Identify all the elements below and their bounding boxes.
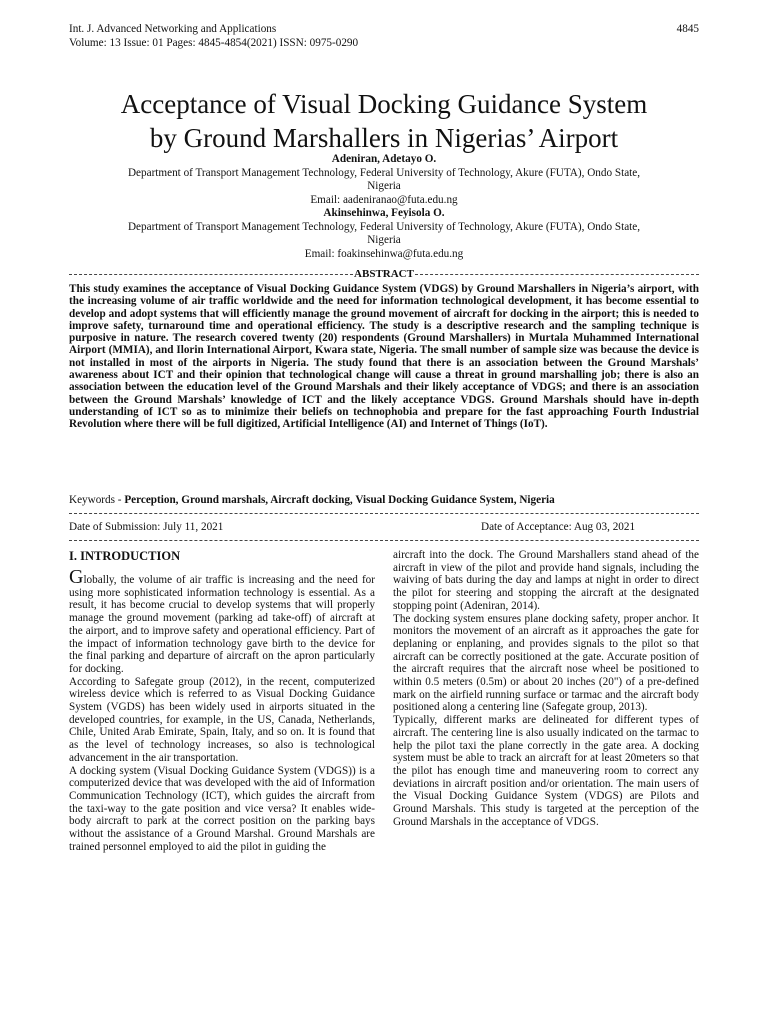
paragraph: A docking system (Visual Docking Guidance System (VDGS)) is a computerized device that was developed with the aid of Information Communication Technology (ICT), which guides the aircraft from the taxi-way to the gate position and vice versa? It enables wide-body aircraft to park at the correct position on the parking bays without the assistance of a Ground Marshal. Ground Marshals are trained personnel employed to aid the pilot in guiding the: [69, 764, 375, 853]
dashed-rule: [69, 274, 353, 275]
abstract-label: ABSTRACT: [354, 268, 414, 280]
paragraph: Typically, different marks are delineated for different types of aircraft. The centering line is also usually indicated on the tarmac to help the pilot taxi the plane correctly in the gate area. A docking system must be able to track an aircraft for at least 20meters so that the pilot has enough time and maneuvering room to correct any deviations in aircraft position and/or orientation. The main users of the Visual Docking Guidance System (VDGS) are Pilots and Ground Marshals. This study is targeted at the perception of the Ground Marshals in the acceptance of VDGS.: [393, 714, 699, 828]
left-column: [69, 549, 375, 853]
section-heading: I. INTRODUCTION: [69, 549, 181, 563]
paragraph: The docking system ensures plane docking safety, proper anchor. It monitors the movement of an aircraft as it approaches the gate for deplaning or enplaning, and provides signals to the pilot so that aircraft can be correctly positioned at the gate. Accurate position of the aircraft requires that the aircraft nose wheel be positioned to within 0.5 meters (0.5m) or about 20 inches (20") of a pre-defined mark on the airfield running surface or tarmac and the aircraft body positioned along a centering line (Safegate group, 2013).: [393, 612, 699, 714]
paragraph: aircraft into the dock. The Ground Marshallers stand ahead of the aircraft in view of the pilot and provide hand signals, including the waiving of bats during the day and lamps at night in order to direct the pilot for steering and stopping the aircraft at the designated stopping point (Adeniran, 2014).: [393, 549, 699, 612]
author-affiliation: Department of Transport Management Technology, Federal University of Technology, Akure (FUTA), Ondo State,: [127, 166, 641, 179]
paragraph: [69, 566, 375, 676]
title-line-1: Acceptance of Visual Docking Guidance System: [120, 89, 648, 119]
abstract-divider: [69, 268, 699, 280]
keywords-line: [69, 493, 699, 507]
author-affiliation: Department of Transport Management Technology, Federal University of Technology, Akure (FUTA), Ondo State,: [127, 220, 641, 233]
dashed-rule: [69, 540, 699, 541]
paragraph-text: lobally, the volume of air traffic is increasing and the need for using more sophisticated information technology is essential. As a result, it has become crucial to develop systems that will properly manage the ground movement (parking ad take-off) of aircraft at the airport, and to improve safety and operational efficiency. Part of the impact of information technology gave birth to the device for the final parking and departure of aircraft on the apron particularly for docking.: [69, 574, 375, 675]
keywords-terms: Perception, Ground marshals, Aircraft docking, Visual Docking Guidance System, Nigeria: [124, 494, 555, 506]
page-number: 4845: [676, 23, 699, 35]
author-affiliation-country: Nigeria: [367, 180, 401, 192]
dashed-rule: [69, 513, 699, 514]
dates-line: [69, 520, 699, 534]
drop-cap: G: [69, 566, 84, 588]
journal-name: Int. J. Advanced Networking and Applications: [69, 23, 277, 35]
author-block: [69, 153, 699, 261]
volume-info: Volume: 13 Issue: 01 Pages: 4845-4854(2021) ISSN: 0975-0290: [69, 37, 359, 49]
running-header: [69, 22, 699, 50]
paragraph: According to Safegate group (2012), in the recent, computerized wireless device which is referred to as Visual Docking Guidance System (VGDS) has been widely used in airports situated in the developed countries, for example, in the US, Canada, Netherlands, Chile, United Arab Emirate, Spain, Italy, and so on. It is found that as the level of technology increases, so also is technological advancement in the air transportation.: [69, 675, 375, 764]
keywords-label: Keywords -: [69, 494, 125, 506]
author-name: Adeniran, Adetayo O.: [331, 153, 437, 165]
author-email: Email: aadeniranao@futa.edu.ng: [310, 193, 458, 206]
dashed-rule: [415, 274, 699, 275]
author-affiliation-country: Nigeria: [367, 234, 401, 246]
title-line-2: by Ground Marshallers in Nigerias’ Airport: [149, 123, 619, 153]
abstract-text: This study examines the acceptance of Visual Docking Guidance System (VDGS) by Ground Marshallers in Nigeria’s airport, with the increasing volume of air traffic worldwide and the need for information technological development, it has become essential to develop and adopt systems that will efficiently manage the ground movement of aircraft for docking in the airport; this is needed to improve safety, turnaround time and operational efficiency. The study is a descriptive research and the sampling technique is purposive in nature. The research covered twenty (20) respondents (Ground Marshallers) in Murtala Muhammed International Airport (MMIA), and Ilorin International Airport, Kwara state, Nigeria. The small number of sample size was because the device is not installed in most of the airports in Nigeria. The study found that there is an association between the Ground Marshals’ awareness about ICT and their opinion that technological change will cause a threat in ground marshalling job; there is also an association between the education level of the Ground Marshals and their likely acceptance of VDGS; and there is an association between the Ground Marshals’ knowledge of ICT and the likely acceptance VDGS. Ground Marshals should have in-depth understanding of ICT so as to minimize their beliefs on technophobia and prepare for the fast approaching Fourth Industrial Revolution where there will be full digitized, Artificial Intelligence (AI) and Internet of Things (IoT).: [69, 283, 699, 431]
submission-date: Date of Submission: July 11, 2021: [69, 521, 224, 533]
paper-title: [40, 87, 728, 155]
right-column: [393, 549, 699, 828]
author-email: Email: foakinsehinwa@futa.edu.ng: [304, 247, 464, 260]
acceptance-date: Date of Acceptance: Aug 03, 2021: [481, 521, 636, 533]
author-name: Akinsehinwa, Feyisola O.: [323, 207, 445, 219]
